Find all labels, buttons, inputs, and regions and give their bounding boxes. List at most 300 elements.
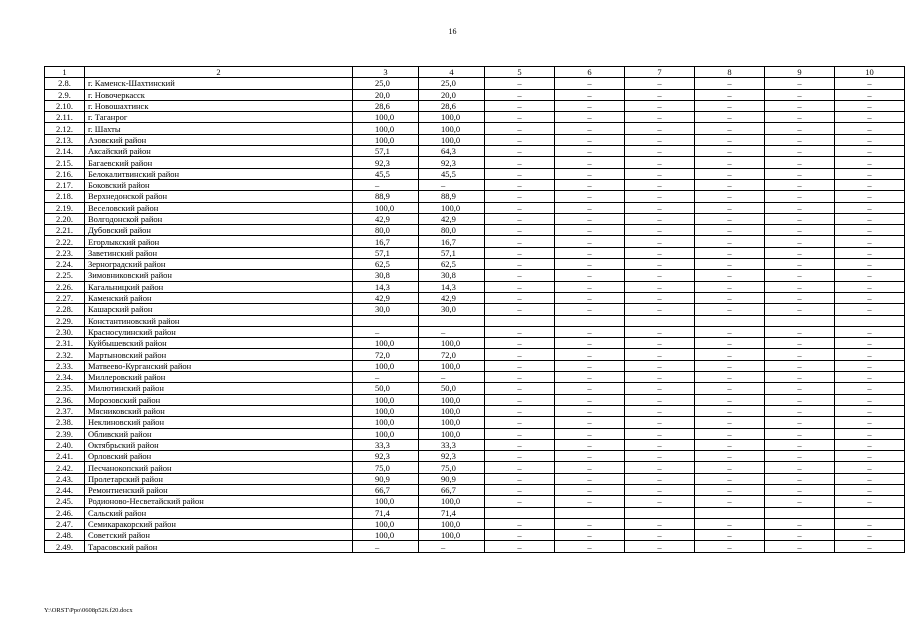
value-col-4: 64,3 xyxy=(419,146,485,157)
value-col-4: 75,0 xyxy=(419,462,485,473)
table-row xyxy=(45,507,905,518)
value-col-3: 100,0 xyxy=(353,338,419,349)
value-col-10: – xyxy=(835,360,905,371)
value-col-8: – xyxy=(695,304,765,315)
value-col-4: – xyxy=(419,372,485,383)
value-col-9: – xyxy=(765,259,835,270)
value-col-4: 25,0 xyxy=(419,78,485,89)
value-col-8: – xyxy=(695,405,765,416)
value-col-8: – xyxy=(695,326,765,337)
value-col-5: – xyxy=(485,473,555,484)
value-col-5: – xyxy=(485,168,555,179)
value-col-7: – xyxy=(625,349,695,360)
value-col-8: – xyxy=(695,236,765,247)
page-number: 16 xyxy=(448,27,457,36)
district-name: Мясниковский район xyxy=(85,405,353,416)
value-col-9: – xyxy=(765,484,835,495)
value-col-6: – xyxy=(555,360,625,371)
value-col-6: – xyxy=(555,134,625,145)
value-col-9: – xyxy=(765,349,835,360)
value-col-6: – xyxy=(555,281,625,292)
value-col-6: – xyxy=(555,326,625,337)
value-col-9: – xyxy=(765,89,835,100)
value-col-6: – xyxy=(555,247,625,258)
value-col-10: – xyxy=(835,405,905,416)
value-col-5 xyxy=(485,507,555,518)
value-col-9: – xyxy=(765,451,835,462)
row-number: 2.11. xyxy=(45,112,85,123)
value-col-7: – xyxy=(625,439,695,450)
value-col-3: 62,5 xyxy=(353,259,419,270)
value-col-3: 100,0 xyxy=(353,428,419,439)
value-col-9: – xyxy=(765,360,835,371)
district-name: Кагальницкий район xyxy=(85,281,353,292)
value-col-10: – xyxy=(835,179,905,190)
value-col-7: – xyxy=(625,541,695,552)
value-col-7: – xyxy=(625,134,695,145)
value-col-4: 62,5 xyxy=(419,259,485,270)
value-col-10: – xyxy=(835,383,905,394)
value-col-7: – xyxy=(625,405,695,416)
value-col-5: – xyxy=(485,281,555,292)
value-col-9: – xyxy=(765,439,835,450)
value-col-7: – xyxy=(625,326,695,337)
value-col-8: – xyxy=(695,360,765,371)
value-col-9: – xyxy=(765,462,835,473)
table-row xyxy=(45,439,905,450)
table-row xyxy=(45,112,905,123)
value-col-7: – xyxy=(625,394,695,405)
value-col-9 xyxy=(765,507,835,518)
value-col-7: – xyxy=(625,484,695,495)
row-number: 2.49. xyxy=(45,541,85,552)
value-col-5: – xyxy=(485,259,555,270)
value-col-6: – xyxy=(555,338,625,349)
table-row xyxy=(45,484,905,495)
value-col-10: – xyxy=(835,439,905,450)
table-row xyxy=(45,530,905,541)
value-col-10: – xyxy=(835,428,905,439)
value-col-6: – xyxy=(555,168,625,179)
value-col-6: – xyxy=(555,383,625,394)
value-col-3: 33,3 xyxy=(353,439,419,450)
column-header: 8 xyxy=(695,67,765,78)
value-col-6: – xyxy=(555,100,625,111)
value-col-5: – xyxy=(485,247,555,258)
value-col-6: – xyxy=(555,146,625,157)
value-col-6: – xyxy=(555,473,625,484)
value-col-5: – xyxy=(485,484,555,495)
value-col-3: 100,0 xyxy=(353,530,419,541)
value-col-7: – xyxy=(625,383,695,394)
value-col-4: 28,6 xyxy=(419,100,485,111)
district-name: Морозовский район xyxy=(85,394,353,405)
table-row xyxy=(45,78,905,89)
value-col-10: – xyxy=(835,473,905,484)
table-row xyxy=(45,473,905,484)
value-col-5: – xyxy=(485,134,555,145)
table-row xyxy=(45,270,905,281)
value-col-4: 100,0 xyxy=(419,112,485,123)
value-col-6: – xyxy=(555,428,625,439)
value-col-5: – xyxy=(485,530,555,541)
table-body xyxy=(45,67,905,553)
value-col-10: – xyxy=(835,349,905,360)
row-number: 2.39. xyxy=(45,428,85,439)
row-number: 2.15. xyxy=(45,157,85,168)
value-col-3: 30,8 xyxy=(353,270,419,281)
value-col-10: – xyxy=(835,225,905,236)
value-col-7: – xyxy=(625,281,695,292)
value-col-9: – xyxy=(765,496,835,507)
value-col-9: – xyxy=(765,202,835,213)
value-col-5: – xyxy=(485,123,555,134)
district-name: Октябрьский район xyxy=(85,439,353,450)
value-col-6: – xyxy=(555,417,625,428)
value-col-5: – xyxy=(485,349,555,360)
value-col-3: 28,6 xyxy=(353,100,419,111)
table-row xyxy=(45,247,905,258)
row-number: 2.22. xyxy=(45,236,85,247)
district-name: г. Новошахтинск xyxy=(85,100,353,111)
value-col-4: 100,0 xyxy=(419,394,485,405)
value-col-10: – xyxy=(835,484,905,495)
table-row xyxy=(45,225,905,236)
value-col-8: – xyxy=(695,89,765,100)
value-col-10: – xyxy=(835,496,905,507)
value-col-5 xyxy=(485,315,555,326)
value-col-4: 14,3 xyxy=(419,281,485,292)
value-col-5: – xyxy=(485,496,555,507)
table-row xyxy=(45,89,905,100)
row-number: 2.45. xyxy=(45,496,85,507)
value-col-7: – xyxy=(625,259,695,270)
value-col-8: – xyxy=(695,123,765,134)
table-row xyxy=(45,179,905,190)
column-header: 4 xyxy=(419,67,485,78)
value-col-3: 100,0 xyxy=(353,123,419,134)
value-col-8: – xyxy=(695,157,765,168)
table-row xyxy=(45,292,905,303)
table-row xyxy=(45,259,905,270)
value-col-7: – xyxy=(625,518,695,529)
value-col-5: – xyxy=(485,541,555,552)
table-row xyxy=(45,541,905,552)
value-col-6: – xyxy=(555,439,625,450)
file-path-footer: Y:\ORST\Ppo\0608p526.f20.docx xyxy=(44,607,133,614)
table-row xyxy=(45,202,905,213)
value-col-7: – xyxy=(625,360,695,371)
value-col-9: – xyxy=(765,112,835,123)
value-col-10: – xyxy=(835,89,905,100)
value-col-9: – xyxy=(765,78,835,89)
value-col-4: 90,9 xyxy=(419,473,485,484)
value-col-5: – xyxy=(485,451,555,462)
table-row xyxy=(45,281,905,292)
value-col-8: – xyxy=(695,292,765,303)
value-col-8: – xyxy=(695,541,765,552)
value-col-6: – xyxy=(555,236,625,247)
value-col-4: 100,0 xyxy=(419,428,485,439)
district-name: Орловский район xyxy=(85,451,353,462)
district-name: Зимовниковский район xyxy=(85,270,353,281)
district-name: Боковский район xyxy=(85,179,353,190)
value-col-9: – xyxy=(765,428,835,439)
value-col-10: – xyxy=(835,236,905,247)
value-col-4: – xyxy=(419,179,485,190)
district-name: Пролетарский район xyxy=(85,473,353,484)
table-row xyxy=(45,372,905,383)
table-row xyxy=(45,157,905,168)
value-col-7 xyxy=(625,315,695,326)
value-col-7: – xyxy=(625,78,695,89)
row-number: 2.35. xyxy=(45,383,85,394)
value-col-9: – xyxy=(765,146,835,157)
value-col-3: 16,7 xyxy=(353,236,419,247)
value-col-5: – xyxy=(485,462,555,473)
value-col-6: – xyxy=(555,484,625,495)
value-col-9: – xyxy=(765,326,835,337)
value-col-7: – xyxy=(625,89,695,100)
row-number: 2.21. xyxy=(45,225,85,236)
table-row xyxy=(45,405,905,416)
column-header: 2 xyxy=(85,67,353,78)
value-col-4: 50,0 xyxy=(419,383,485,394)
value-col-3: 100,0 xyxy=(353,360,419,371)
row-number: 2.48. xyxy=(45,530,85,541)
value-col-8: – xyxy=(695,134,765,145)
column-header: 1 xyxy=(45,67,85,78)
value-col-7: – xyxy=(625,428,695,439)
value-col-8: – xyxy=(695,473,765,484)
value-col-8: – xyxy=(695,439,765,450)
value-col-4: 80,0 xyxy=(419,225,485,236)
value-col-6: – xyxy=(555,202,625,213)
value-col-3: 66,7 xyxy=(353,484,419,495)
value-col-3: 80,0 xyxy=(353,225,419,236)
table-row xyxy=(45,394,905,405)
value-col-8: – xyxy=(695,202,765,213)
value-col-9: – xyxy=(765,417,835,428)
table-row xyxy=(45,191,905,202)
value-col-7: – xyxy=(625,451,695,462)
value-col-5: – xyxy=(485,372,555,383)
row-number: 2.20. xyxy=(45,213,85,224)
value-col-3: – xyxy=(353,179,419,190)
district-name: Миллеровский район xyxy=(85,372,353,383)
value-col-8: – xyxy=(695,100,765,111)
value-col-10: – xyxy=(835,541,905,552)
value-col-3: 30,0 xyxy=(353,304,419,315)
row-number: 2.31. xyxy=(45,338,85,349)
district-name: Азовский район xyxy=(85,134,353,145)
column-header: 3 xyxy=(353,67,419,78)
row-number: 2.32. xyxy=(45,349,85,360)
district-name: Тарасовский район xyxy=(85,541,353,552)
value-col-8: – xyxy=(695,462,765,473)
value-col-4: 42,9 xyxy=(419,213,485,224)
value-col-3: 100,0 xyxy=(353,417,419,428)
district-name: Ремонтненский район xyxy=(85,484,353,495)
table-row xyxy=(45,326,905,337)
value-col-4: 92,3 xyxy=(419,157,485,168)
value-col-6: – xyxy=(555,451,625,462)
value-col-9: – xyxy=(765,157,835,168)
value-col-8: – xyxy=(695,484,765,495)
value-col-5: – xyxy=(485,270,555,281)
value-col-9: – xyxy=(765,281,835,292)
value-col-4: 100,0 xyxy=(419,518,485,529)
value-col-10 xyxy=(835,315,905,326)
value-col-8: – xyxy=(695,146,765,157)
value-col-10: – xyxy=(835,394,905,405)
value-col-9: – xyxy=(765,473,835,484)
value-col-7 xyxy=(625,507,695,518)
value-col-3: 88,9 xyxy=(353,191,419,202)
value-col-7: – xyxy=(625,338,695,349)
value-col-3: 100,0 xyxy=(353,394,419,405)
value-col-4: 92,3 xyxy=(419,451,485,462)
value-col-9: – xyxy=(765,247,835,258)
value-col-3: – xyxy=(353,326,419,337)
district-name: Семикаракорский район xyxy=(85,518,353,529)
value-col-10: – xyxy=(835,372,905,383)
value-col-3: 57,1 xyxy=(353,146,419,157)
value-col-6: – xyxy=(555,349,625,360)
table-row xyxy=(45,236,905,247)
value-col-9: – xyxy=(765,270,835,281)
row-number: 2.13. xyxy=(45,134,85,145)
value-col-8: – xyxy=(695,530,765,541)
district-name: Волгодонской район xyxy=(85,213,353,224)
row-number: 2.24. xyxy=(45,259,85,270)
value-col-6: – xyxy=(555,530,625,541)
value-col-8: – xyxy=(695,112,765,123)
value-col-8: – xyxy=(695,78,765,89)
table-row xyxy=(45,338,905,349)
value-col-6: – xyxy=(555,270,625,281)
value-col-7: – xyxy=(625,191,695,202)
value-col-3: 45,5 xyxy=(353,168,419,179)
value-col-5: – xyxy=(485,304,555,315)
value-col-9: – xyxy=(765,225,835,236)
value-col-7: – xyxy=(625,225,695,236)
value-col-10: – xyxy=(835,191,905,202)
column-header: 9 xyxy=(765,67,835,78)
value-col-8: – xyxy=(695,349,765,360)
value-col-7: – xyxy=(625,473,695,484)
value-col-3: 14,3 xyxy=(353,281,419,292)
table-row xyxy=(45,349,905,360)
value-col-6: – xyxy=(555,225,625,236)
value-col-7: – xyxy=(625,202,695,213)
value-col-8: – xyxy=(695,259,765,270)
row-number: 2.34. xyxy=(45,372,85,383)
value-col-6: – xyxy=(555,304,625,315)
value-col-7: – xyxy=(625,270,695,281)
district-name: Аксайский район xyxy=(85,146,353,157)
value-col-3: 100,0 xyxy=(353,518,419,529)
value-col-8: – xyxy=(695,372,765,383)
value-col-8: – xyxy=(695,213,765,224)
value-col-3: 42,9 xyxy=(353,292,419,303)
row-number: 2.19. xyxy=(45,202,85,213)
district-name: г. Каменск-Шахтинский xyxy=(85,78,353,89)
value-col-6: – xyxy=(555,541,625,552)
table-row xyxy=(45,134,905,145)
row-number: 2.8. xyxy=(45,78,85,89)
district-name: Родионово-Несветайский район xyxy=(85,496,353,507)
value-col-7: – xyxy=(625,213,695,224)
value-col-9: – xyxy=(765,236,835,247)
value-col-10: – xyxy=(835,259,905,270)
district-name: Красносулинский район xyxy=(85,326,353,337)
table-row xyxy=(45,360,905,371)
value-col-5: – xyxy=(485,225,555,236)
value-col-6: – xyxy=(555,394,625,405)
value-col-6: – xyxy=(555,213,625,224)
row-number: 2.27. xyxy=(45,292,85,303)
value-col-4: 71,4 xyxy=(419,507,485,518)
value-col-10: – xyxy=(835,78,905,89)
value-col-10: – xyxy=(835,462,905,473)
value-col-8: – xyxy=(695,270,765,281)
value-col-7: – xyxy=(625,179,695,190)
value-col-10: – xyxy=(835,530,905,541)
value-col-8: – xyxy=(695,225,765,236)
value-col-5: – xyxy=(485,360,555,371)
value-col-5: – xyxy=(485,89,555,100)
value-col-3: 42,9 xyxy=(353,213,419,224)
value-col-5: – xyxy=(485,394,555,405)
value-col-10: – xyxy=(835,112,905,123)
value-col-9: – xyxy=(765,372,835,383)
value-col-7: – xyxy=(625,100,695,111)
row-number: 2.42. xyxy=(45,462,85,473)
value-col-4: – xyxy=(419,326,485,337)
value-col-5: – xyxy=(485,146,555,157)
value-col-9: – xyxy=(765,518,835,529)
value-col-4 xyxy=(419,315,485,326)
table-row xyxy=(45,146,905,157)
row-number: 2.26. xyxy=(45,281,85,292)
value-col-6 xyxy=(555,507,625,518)
district-name: Милютинский район xyxy=(85,383,353,394)
value-col-6 xyxy=(555,315,625,326)
value-col-3: 50,0 xyxy=(353,383,419,394)
value-col-4: 66,7 xyxy=(419,484,485,495)
district-name: Багаевский район xyxy=(85,157,353,168)
value-col-10: – xyxy=(835,100,905,111)
row-number: 2.23. xyxy=(45,247,85,258)
value-col-5: – xyxy=(485,202,555,213)
value-col-4: 45,5 xyxy=(419,168,485,179)
value-col-9: – xyxy=(765,100,835,111)
value-col-10: – xyxy=(835,304,905,315)
column-header: 6 xyxy=(555,67,625,78)
value-col-10: – xyxy=(835,270,905,281)
value-col-8: – xyxy=(695,383,765,394)
value-col-3: 90,9 xyxy=(353,473,419,484)
value-col-7: – xyxy=(625,247,695,258)
row-number: 2.33. xyxy=(45,360,85,371)
table-row xyxy=(45,496,905,507)
value-col-3: 20,0 xyxy=(353,89,419,100)
row-number: 2.17. xyxy=(45,179,85,190)
table-row xyxy=(45,304,905,315)
value-col-8: – xyxy=(695,417,765,428)
column-header: 7 xyxy=(625,67,695,78)
